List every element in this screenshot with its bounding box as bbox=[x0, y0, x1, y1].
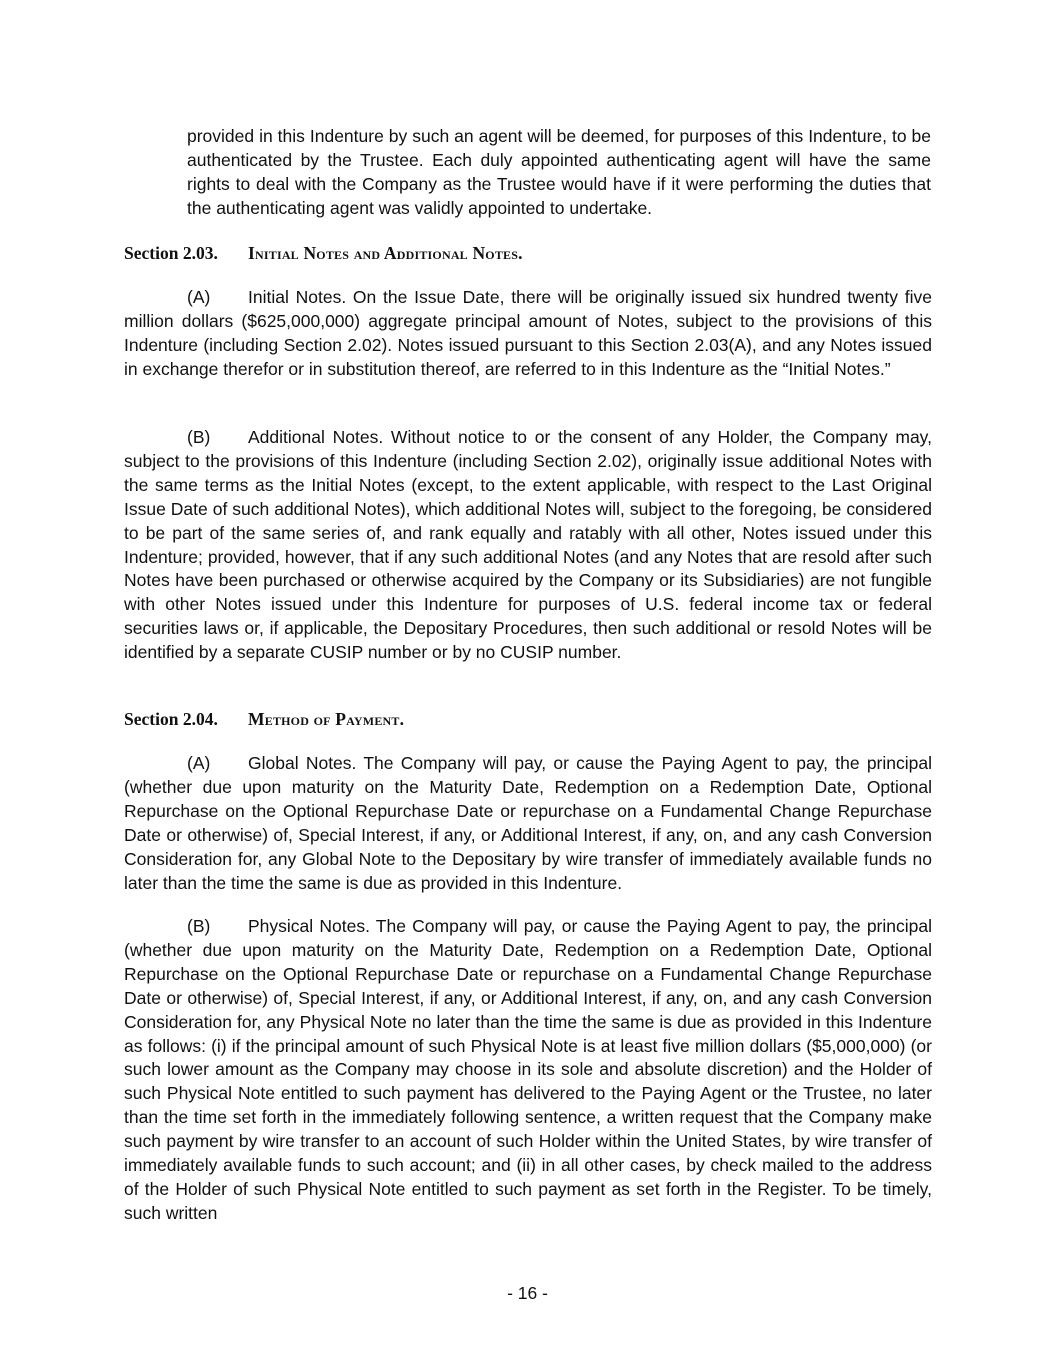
section-2-03-number: Section 2.03. bbox=[124, 243, 218, 263]
section-2-04-heading bbox=[124, 708, 404, 730]
section-2-03-title: Initial Notes and Additional Notes. bbox=[248, 243, 523, 263]
paragraph-text: Initial Notes. On the Issue Date, there will be originally issued six hundred twenty five million dollars ($625,000,000) aggregate principal amount of Notes, subject to the provisions of this Indenture (including Section 2.02). Notes issued pursuant to this Section 2.03(A), and any Notes issued in exchange therefor or in substitution thereof, are referred to in this Indenture as the “Initial Notes.” bbox=[124, 287, 932, 379]
paragraph-text: Physical Notes. The Company will pay, or cause the Paying Agent to pay, the principal (whether due upon maturity on the Maturity Date, Redemption on a Redemption Date, Optional Repurchase on the Optional Repurchase Date or repurchase on a Fundamental Change Repurchase Date or otherwise) of, Special Interest, if any, or Additional Interest, if any, on, and any cash Conversion Consideration for, any Physical Note no later than the time the same is due as provided in this Indenture as follows: (i) if the principal amount of such Physical Note is at least five million dollars ($5,000,000) (or such lower amount as the Company may choose in its sole and absolute discretion) and the Holder of such Physical Note entitled to such payment has delivered to the Paying Agent or the Trustee, no later than the time set forth in the immediately following sentence, a written request that the Company make such payment by wire transfer to an account of such Holder within the United States, by wire transfer of immediately available funds to such account; and (ii) in all other cases, by check mailed to the address of the Holder of such Physical Note entitled to such payment as set forth in the Register. To be timely, such written bbox=[124, 916, 932, 1223]
continuation-paragraph: provided in this Indenture by such an agent will be deemed, for purposes of this Indenture, to be authenticated by the Trustee. Each duly appointed authenticating agent will have the same rights to deal with the Company as the Trustee would have if it were performing the duties that the authenticating agent was validly appointed to undertake. bbox=[187, 126, 931, 218]
section-2-04-number: Section 2.04. bbox=[124, 709, 218, 729]
paragraph-text: Global Notes. The Company will pay, or cause the Paying Agent to pay, the principal (whether due upon maturity on the Maturity Date, Redemption on a Redemption Date, Optional Repurchase on the Optional Repurchase Date or repurchase on a Fundamental Change Repurchase Date or otherwise) of, Special Interest, if any, or Additional Interest, if any, on, and any cash Conversion Consideration for, any Global Note to the Depositary by wire transfer of immediately available funds no later than the time the same is due as provided in this Indenture. bbox=[124, 753, 932, 893]
page-number: - 16 - bbox=[507, 1283, 548, 1303]
paragraph-label: (A) bbox=[187, 287, 211, 307]
section-2-04-paragraph-b bbox=[124, 915, 932, 1226]
section-2-04-title: Method of Payment. bbox=[248, 709, 405, 729]
section-2-03-paragraph-a bbox=[124, 286, 932, 382]
paragraph-label: (A) bbox=[187, 753, 211, 773]
paragraph-label: (B) bbox=[187, 427, 211, 447]
section-2-03-heading bbox=[124, 242, 523, 264]
paragraph-text: Additional Notes. Without notice to or the consent of any Holder, the Company may, subject to the provisions of this Indenture (including Section 2.02), originally issue additional Notes with the same terms as the Initial Notes (except, to the extent applicable, with respect to the Last Original Issue Date of such additional Notes), which additional Notes will, subject to the foregoing, be considered to be part of the same series of, and rank equally and ratably with all other, Notes issued under this Indenture; provided, however, that if any such additional Notes (and any Notes that are resold after such Notes have been purchased or otherwise acquired by the Company or its Subsidiaries) are not fungible with other Notes issued under this Indenture for purposes of U.S. federal income tax or federal securities laws or, if applicable, the Depositary Procedures, then such additional or resold Notes will be identified by a separate CUSIP number or by no CUSIP number. bbox=[124, 427, 932, 663]
section-2-04-paragraph-a bbox=[124, 752, 932, 895]
paragraph-label: (B) bbox=[187, 916, 211, 936]
section-2-03-paragraph-b bbox=[124, 426, 932, 665]
